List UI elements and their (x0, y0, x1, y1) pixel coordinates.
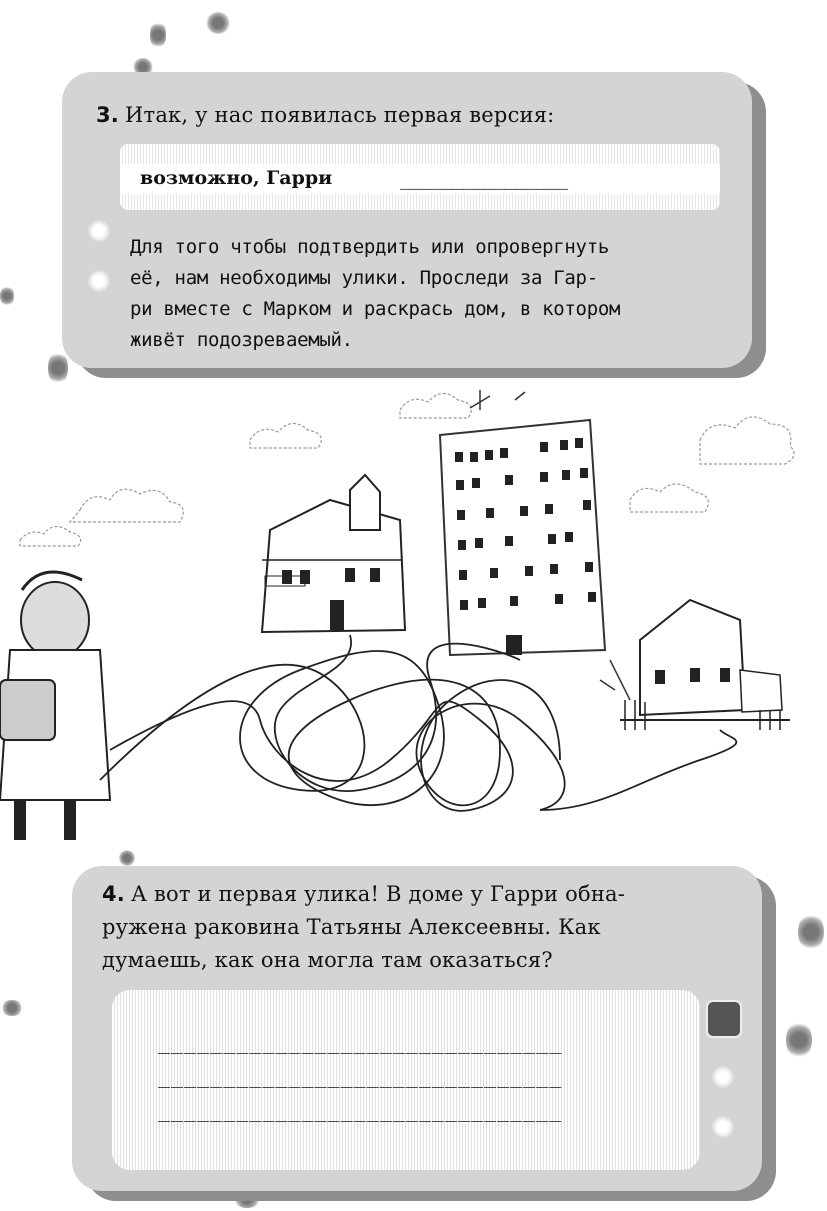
decor-dot (88, 270, 110, 292)
answer-line: _______________________________ (158, 1064, 563, 1088)
wooden-house-icon (600, 600, 790, 730)
ink-speck (0, 285, 14, 307)
decor-dot (88, 220, 110, 242)
apartment-tower-icon (440, 390, 605, 655)
maze-illustration (0, 380, 827, 860)
ink-speck (786, 1020, 812, 1060)
ink-speck (205, 12, 231, 34)
ink-speck (232, 1188, 262, 1208)
answer-line: _______________________________ (158, 1030, 563, 1054)
answer-field[interactable] (112, 990, 700, 1170)
square-button[interactable] (706, 1000, 742, 1038)
task-4-title (102, 878, 742, 977)
decor-dot (712, 1066, 734, 1088)
clouds-icon (20, 393, 794, 546)
task-3-title (96, 100, 554, 131)
version-blank: ________________ (400, 168, 568, 190)
task-3-paragraph (130, 232, 750, 356)
paragraph-line: её, нам необходимы улики. Проследи за Гар- (130, 267, 598, 289)
answer-line: _______________________________ (158, 1098, 563, 1122)
decor-dot (712, 1116, 734, 1138)
ink-speck (150, 20, 166, 50)
task-4-title-line: ружена раковина Татьяны Алексеевны. Как (102, 915, 601, 939)
version-answer-field[interactable] (120, 144, 720, 210)
task-3-title-text: Итак, у нас появилась первая версия: (125, 103, 555, 127)
paragraph-line: ри вместе с Марком и раскрась дом, в котором (130, 298, 621, 320)
task-4-card (72, 866, 762, 1191)
paragraph-line: живёт подозреваемый. (130, 329, 353, 351)
boy-icon (0, 572, 110, 840)
task-4-number: 4. (102, 882, 125, 906)
task-3-card (62, 72, 752, 368)
house-church-icon (262, 475, 405, 632)
ink-speck (798, 912, 824, 952)
ink-speck (0, 1000, 24, 1016)
version-label: возможно, Гарри (140, 167, 333, 189)
task-4-title-line: думаешь, как она могла там оказаться? (102, 948, 553, 972)
task-3-number: 3. (96, 103, 119, 127)
paragraph-line: Для того чтобы подтвердить или опровергнуть (130, 236, 609, 258)
task-4-title-line: А вот и первая улика! В доме у Гарри обна- (131, 882, 626, 906)
